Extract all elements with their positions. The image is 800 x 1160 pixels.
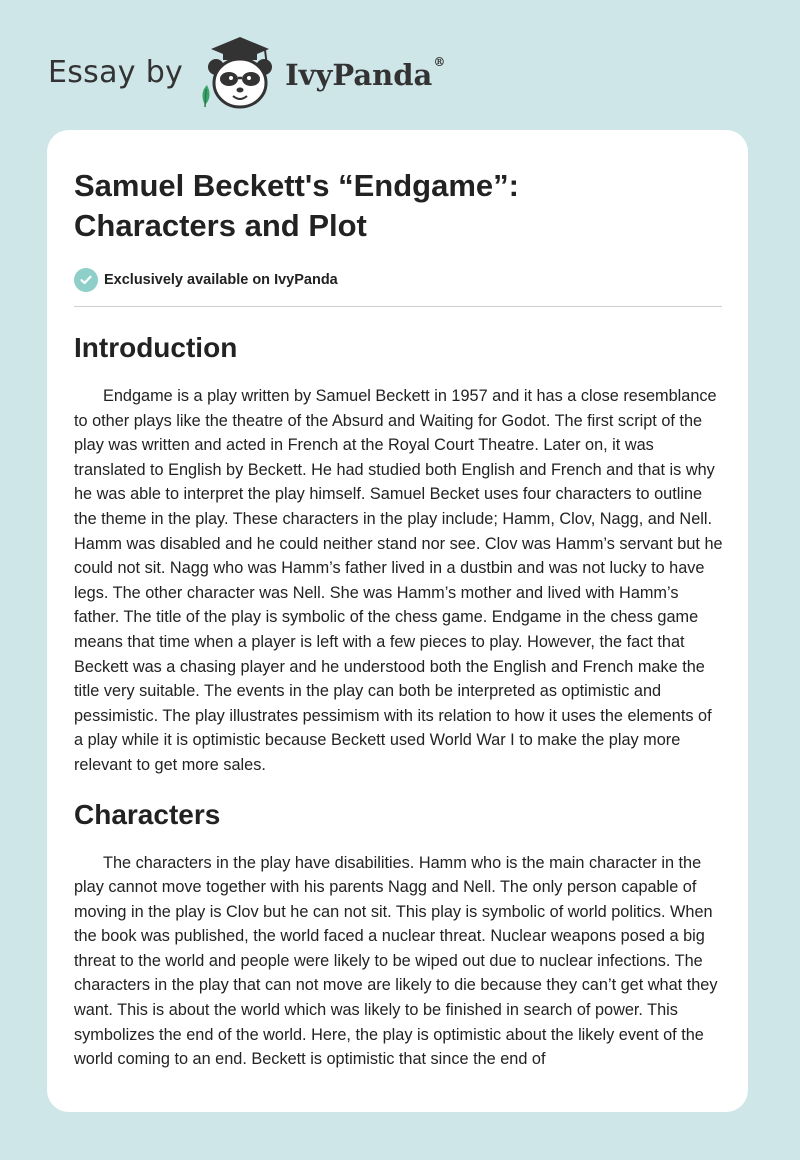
section-heading-introduction: Introduction <box>74 332 238 363</box>
divider <box>74 306 722 307</box>
check-icon <box>74 268 98 292</box>
panda-logo-icon[interactable] <box>197 33 283 111</box>
brand-header <box>48 32 445 112</box>
characters-paragraph: The characters in the play have disabilities. Hamm who is the main character in the play cannot move together with his parents Nagg and Nell. The only person capable of moving in the play is Clov but he can not sit. This play is symbolic of world politics. When the book was published, the world faced a nuclear threat. Nuclear weapons posed a big threat to the world and people were likely to be wiped out due to nuclear infections. The characters in the play that can not move are likely to die because they can’t get what they want. This is about the world which was likely to be finished in search of power. This symbolizes the end of the world. Here, the play is optimistic about the likely event of the world coming to an end. Beckett is optimistic that since the end of <box>74 853 718 1069</box>
exclusive-label: Exclusively available on IvyPanda <box>104 272 338 288</box>
page-title: Samuel Beckett's “Endgame”: Characters and Plot <box>74 168 519 243</box>
essay-card <box>47 130 748 1112</box>
registered-mark: ® <box>433 55 446 70</box>
brand-name[interactable]: IvyPanda® <box>285 55 446 92</box>
section-heading-characters: Characters <box>74 798 221 830</box>
exclusive-badge <box>74 268 722 292</box>
essay-by-label: Essay by <box>48 54 184 90</box>
introduction-paragraph: Endgame is a play written by Samuel Beckett in 1957 and it has a close resemblance to other plays like the theatre of the Absurd and Waiting for Godot. The first script of the play was written and acted in French at the Royal Court Theatre. Later on, it was translated to English by Beckett. He had studied both English and French and that is why he was able to interpret the play himself. Samuel Becket uses four characters to outline the theme in the play. These characters in the play include; Hamm, Clov, Nagg, and Nell. Hamm was disabled and he could neither stand nor see. Clov was Hamm’s servant but he could not sit. Nagg who was Hamm’s father lived in a dustbin and was not lucky to have legs. The other character was Nell. She was Hamm’s mother and lived with Hamm’s father. The title of the play is symbolic of the chess game. Endgame in the chess game means that time when a player is left with a few pieces to play. However, the fact that Beckett was a chasing player and he understood both the English and French make the title very suitable. The events in the play can both be interpreted as optimistic and pessimistic. The play illustrates pessimism with its relation to how it uses the elements of a play while it is optimistic because Beckett used World War I to make the play more relevant to get more sales. <box>74 387 723 774</box>
